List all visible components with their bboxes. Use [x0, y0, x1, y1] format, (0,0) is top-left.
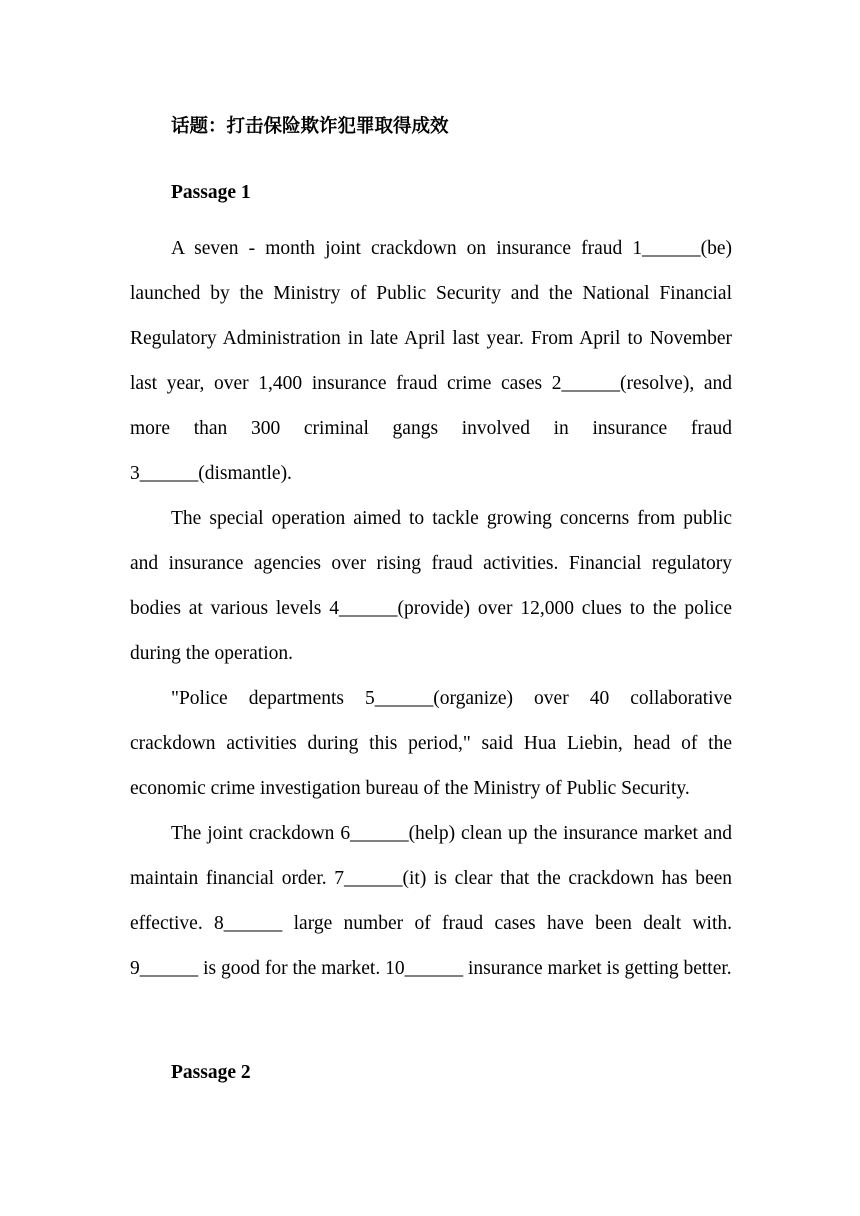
paragraph: The special operation aimed to tackle growing concerns from public and insurance agencies over rising fraud activities. Financial regulatory bodies at various levels 4______(provide) over 12,000 clues to the police during the operation. [130, 508, 732, 664]
paragraph: "Police departments 5______(organize) over 40 collaborative crackdown activities during this period," said Hua Liebin, head of the economic crime investigation bureau of the Ministry of Public Security. [130, 688, 732, 799]
topic-title: 话题：打击保险欺诈犯罪取得成效 [171, 116, 449, 137]
passage-2-heading: Passage 2 [171, 1062, 251, 1083]
passage-1-heading: Passage 1 [171, 182, 251, 203]
passage-1-body [130, 226, 732, 991]
paragraph: A seven - month joint crackdown on insurance fraud 1______(be) launched by the Ministry of Public Security and the National Financial Regulatory Administration in late April last year. From April to November last year, over 1,400 insurance fraud crime cases 2______(resolve), and more than 300 criminal gangs involved in insurance fraud 3______(dismantle). [130, 238, 732, 484]
paragraph: The joint crackdown 6______(help) clean up the insurance market and maintain financial order. 7______(it) is clear that the crackdown has been effective. 8______ large number of fraud cases have been dealt with. 9______ is good for the market. 10______ insurance market is getting better. [130, 823, 732, 979]
